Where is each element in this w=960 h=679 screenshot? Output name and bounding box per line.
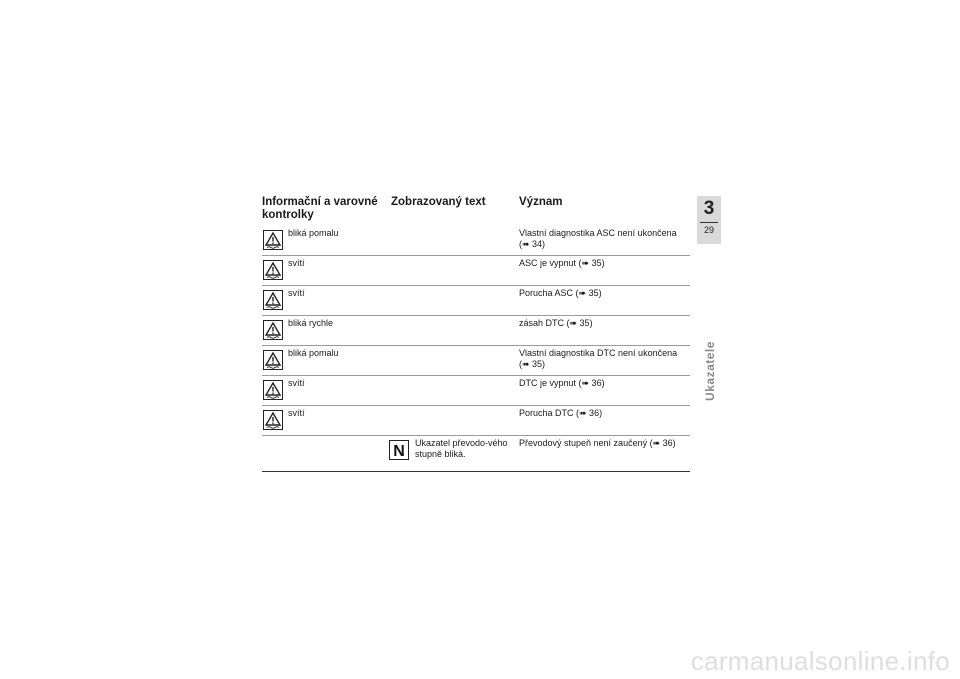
watermark: carmanualsonline.info (690, 646, 950, 676)
asc-dtc-warning-icon (263, 380, 283, 400)
indicator-meaning: Převodový stupeň není zaučený (➠ 36) (519, 438, 676, 448)
asc-dtc-warning-icon (263, 260, 283, 280)
chapter-divider (700, 222, 718, 223)
table-row (262, 286, 690, 316)
indicator-table (262, 226, 690, 472)
table-row (262, 256, 690, 286)
gear-neutral-letter: N (393, 443, 405, 460)
indicator-meaning: Vlastní diagnostika DTC není ukončena (➠ 35) (519, 348, 678, 369)
asc-dtc-warning-icon (263, 320, 283, 340)
indicator-status: svítí (288, 258, 305, 268)
asc-dtc-warning-icon (263, 350, 283, 370)
asc-dtc-warning-icon (263, 410, 283, 430)
gear-neutral-icon (389, 440, 409, 460)
column-header-indicators: Informační a varovné kontrolky (262, 196, 378, 221)
indicator-meaning: Vlastní diagnostika ASC není ukončena (➠ 34) (519, 228, 677, 249)
table-row (262, 436, 690, 472)
asc-dtc-warning-icon (263, 290, 283, 310)
table-row (262, 316, 690, 346)
indicator-status: bliká pomalu (288, 228, 339, 238)
chapter-number: 3 (703, 198, 715, 219)
indicator-meaning: zásah DTC (➠ 35) (519, 318, 593, 328)
table-row (262, 376, 690, 406)
display-text: Ukazatel převodo-vého stupně bliká. (415, 438, 508, 459)
column-header-display-text: Zobrazovaný text (391, 196, 486, 208)
chapter-title: Ukazatele (703, 341, 717, 401)
table-row (262, 346, 690, 376)
indicator-status: bliká rychle (288, 318, 334, 328)
chapter-side-label (700, 336, 720, 406)
table-row (262, 406, 690, 436)
indicator-status: svítí (288, 378, 305, 388)
indicator-meaning: Porucha DTC (➠ 36) (519, 408, 603, 418)
page-number: 29 (703, 225, 714, 235)
column-header-meaning: Význam (519, 196, 563, 208)
indicator-status: svítí (288, 408, 305, 418)
indicator-status: svítí (288, 288, 305, 298)
indicator-meaning: DTC je vypnut (➠ 36) (519, 378, 605, 388)
asc-dtc-warning-icon (263, 230, 283, 250)
indicator-meaning: ASC je vypnut (➠ 35) (519, 258, 605, 268)
table-row (262, 226, 690, 256)
indicator-meaning: Porucha ASC (➠ 35) (519, 288, 602, 298)
chapter-tab (697, 196, 721, 244)
indicator-status: bliká pomalu (288, 348, 339, 358)
